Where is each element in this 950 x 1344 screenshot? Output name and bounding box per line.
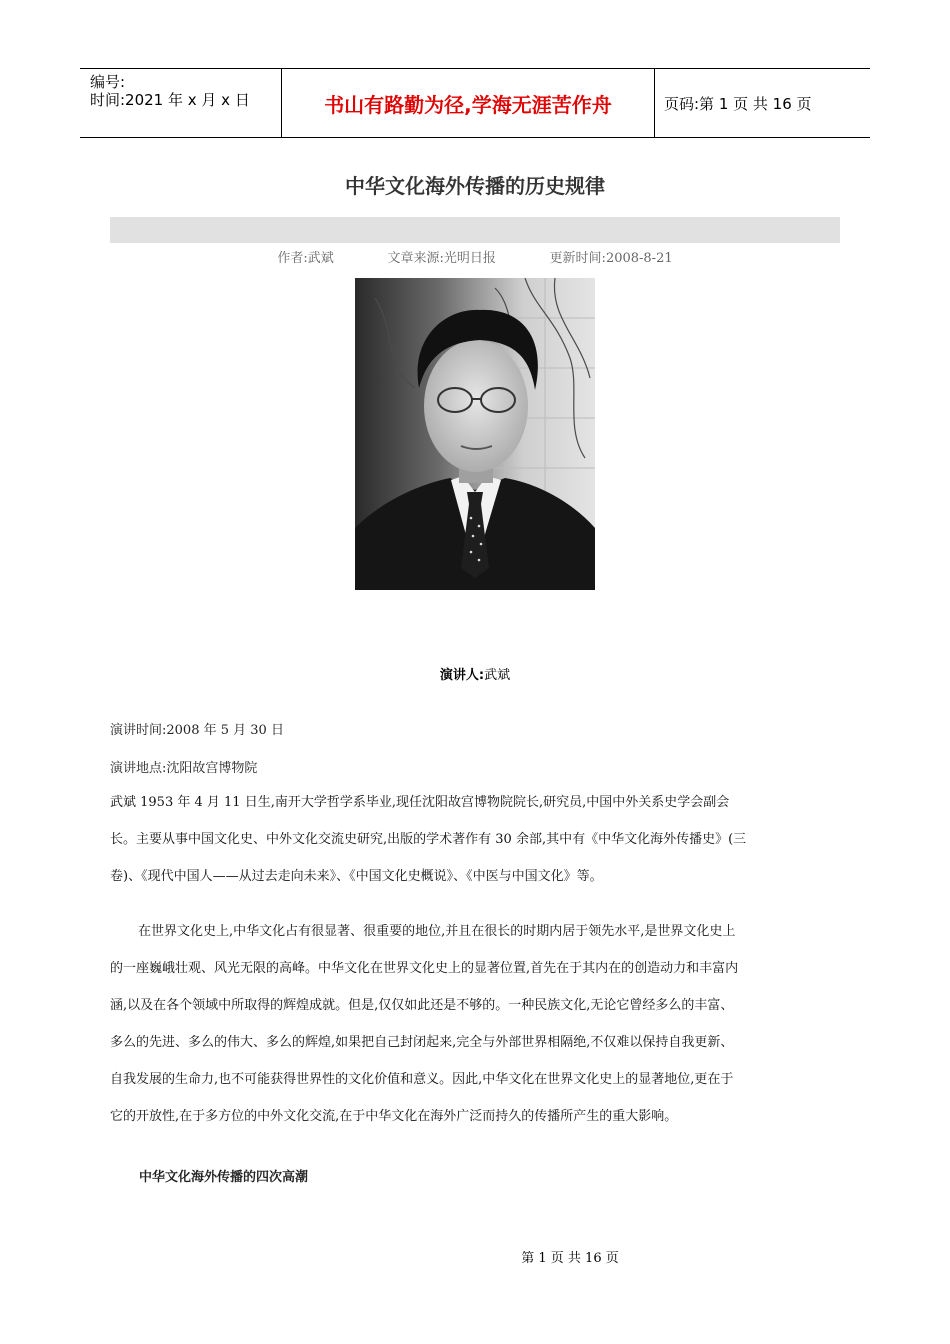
- body-line: 自我发展的生命力,也不可能获得世界性的文化价值和意义。因此,中华文化在世界文化史上的显著地位,更在于: [110, 1072, 734, 1087]
- bio-line: 长。主要从事中国文化史、中外文化交流史研究,出版的学术著作有 30 余部,其中有《中华文化海外传播史》(三: [110, 832, 747, 847]
- header-motto: 书山有路勤为径,学海无涯苦作舟: [324, 92, 612, 117]
- article-meta: 作者:武斌 文章来源:光明日报 更新时间:2008-8-21: [277, 251, 673, 266]
- speech-time: 演讲时间:2008 年 5 月 30 日: [110, 723, 284, 738]
- header-info: [90, 73, 280, 109]
- speech-location: 演讲地点:沈阳故宫博物院: [110, 761, 258, 776]
- article-title: 中华文化海外传播的历史规律: [345, 174, 605, 198]
- page-footer: 第 1 页 共 16 页: [521, 1251, 619, 1266]
- header-number: 编号:: [90, 73, 126, 91]
- section-heading: 中华文化海外传播的四次高潮: [139, 1170, 309, 1185]
- header-page-number: 页码:第 1 页 共 16 页: [664, 94, 812, 113]
- body-line: 多么的先进、多么的伟大、多么的辉煌,如果把自己封闭起来,完全与外部世界相隔绝,不仅难以保持自我更新、: [110, 1035, 734, 1050]
- bio-line: 武斌 1953 年 4 月 11 日生,南开大学哲学系毕业,现任沈阳故宫博物院院长,研究员,中国中外关系史学会副会: [110, 795, 730, 810]
- speaker-label: 演讲人:: [439, 668, 485, 683]
- body-line: 的一座巍峨壮观、风光无限的高峰。中华文化在世界文化史上的显著位置,首先在于其内在的创造动力和丰富内: [110, 961, 739, 976]
- body-line: 涵,以及在各个领域中所取得的辉煌成就。但是,仅仅如此还是不够的。一种民族文化,无论它曾经多么的丰富、: [110, 998, 734, 1013]
- page-header: [80, 68, 870, 138]
- body-line: 在世界文化史上,中华文化占有很显著、很重要的地位,并且在很长的时期内居于领先水平,是世界文化史上: [138, 924, 736, 939]
- author-bio: [110, 784, 842, 895]
- bio-line: 卷)、《现代中国人——从过去走向未来》、《中国文化史概说》、《中医与中国文化》等。: [110, 869, 603, 884]
- speaker-name: 武斌: [484, 668, 511, 683]
- author-photo: [355, 278, 595, 590]
- body-paragraph: [110, 913, 842, 1135]
- body-line: 它的开放性,在于多方位的中外文化交流,在于中华文化在海外广泛而持久的传播所产生的重大影响。: [110, 1109, 678, 1124]
- header-divider: [654, 69, 655, 137]
- header-time: 时间:2021 年 x 月 x 日: [90, 91, 250, 109]
- gray-banner: [110, 217, 840, 243]
- speaker-line: [0, 664, 950, 683]
